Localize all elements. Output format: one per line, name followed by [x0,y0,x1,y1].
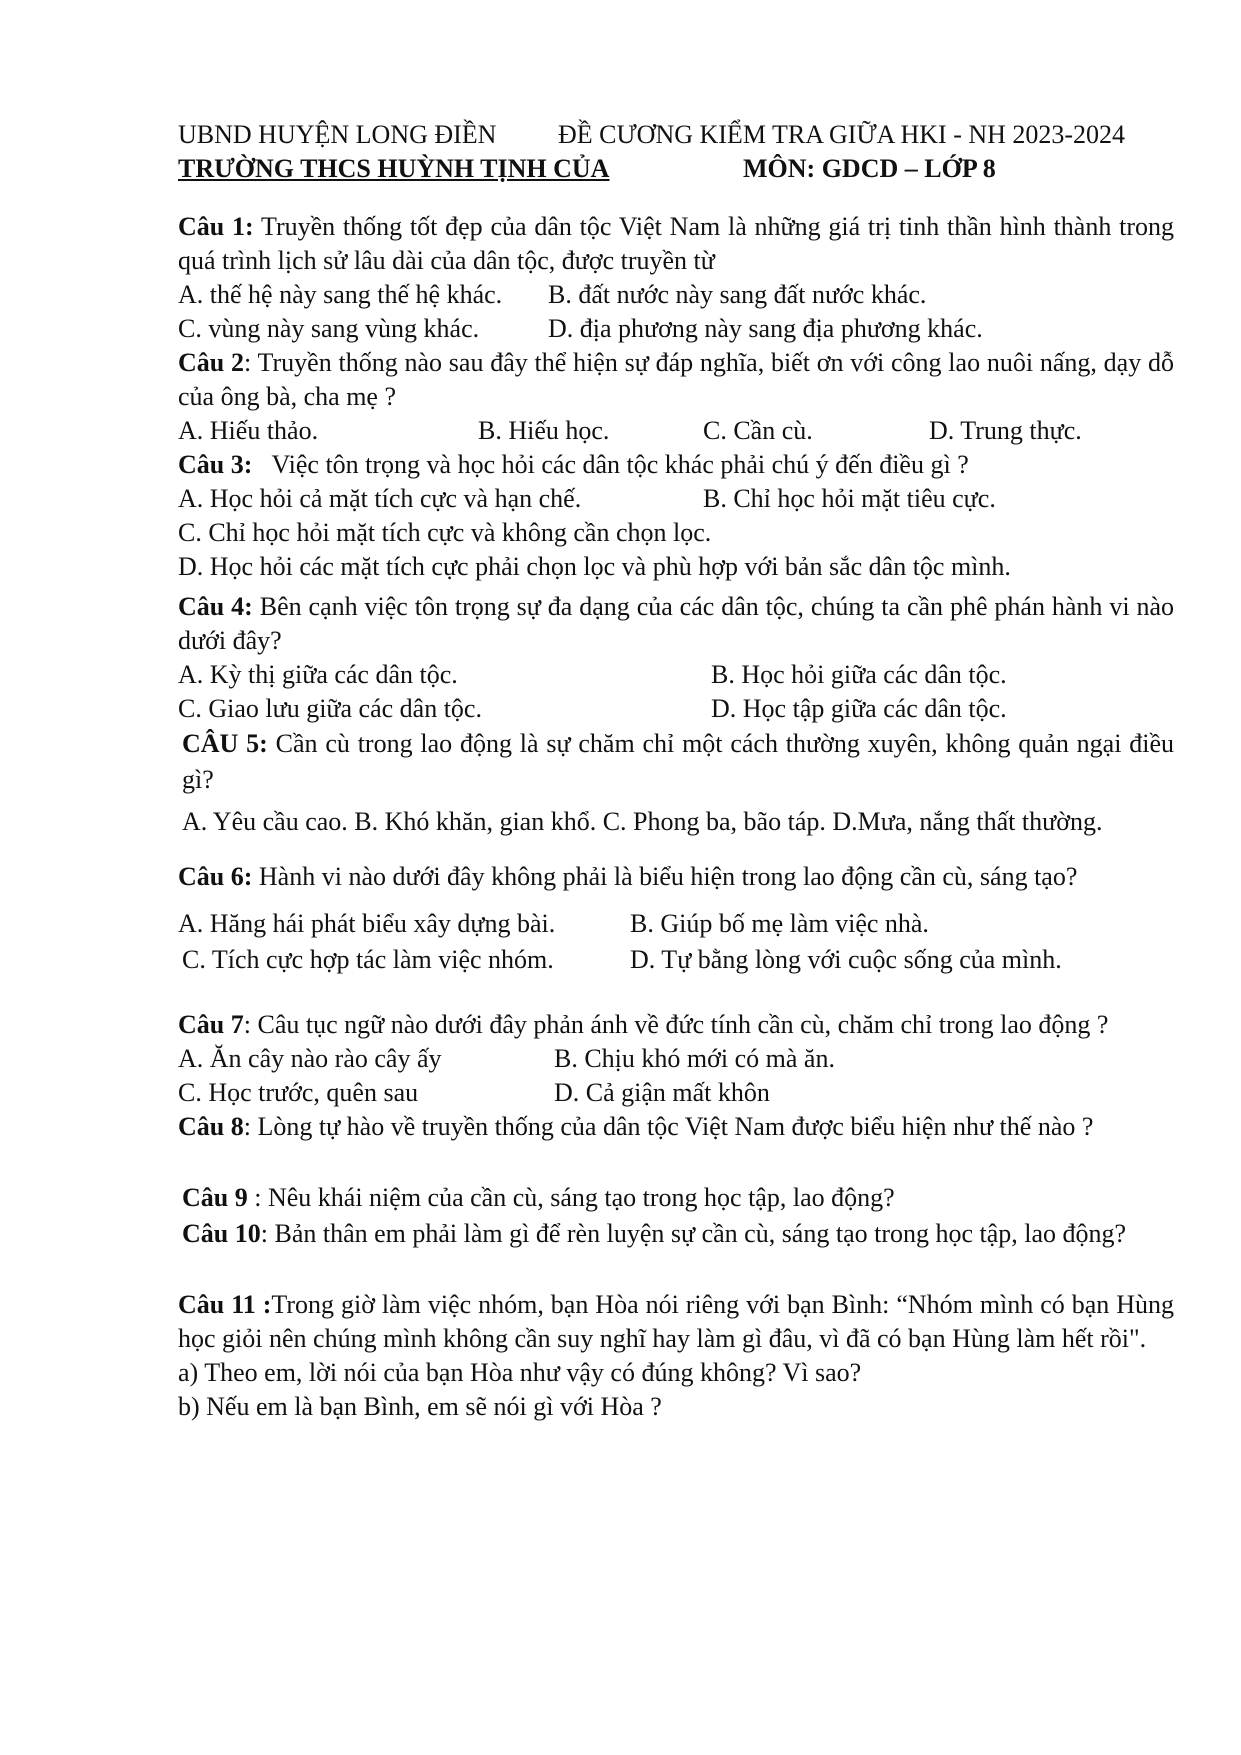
option-b: B. đất nước này sang đất nước khác. [548,280,927,309]
question-5 [178,726,1174,798]
question-label: Câu 8 [178,1112,244,1141]
subject-class: MÔN: GDCD – LỚP 8 [743,154,996,183]
option-d: D. địa phương này sang địa phương khác. [548,314,983,343]
district-name: UBND HUYỆN LONG ĐIỀN [178,120,497,149]
question-label: Câu 7 [178,1010,244,1039]
exam-title: ĐỀ CƯƠNG KIỂM TRA GIỮA HKI - NH 2023-2024 [558,120,1126,149]
question-label: Câu 3: [178,450,253,479]
question-label: Câu 9 [182,1183,248,1212]
question-text: : Truyền thống nào sau đây thể hiện sự đáp nghĩa, biết ơn với công lao nuôi nấng, dạy dỗ của ông bà, cha mẹ ? [178,348,1174,411]
options-row [178,692,1174,726]
option-d: D. Trung thực. [929,416,1082,445]
header-row-2 [178,152,1174,186]
question-4 [178,590,1174,658]
question-7 [178,1008,1174,1042]
school-name: TRƯỜNG THCS HUỲNH TỊNH CỦA [178,154,610,183]
option-a: A. Hăng hái phát biểu xây dựng bài. [178,909,556,938]
option-c: C. Giao lưu giữa các dân tộc. [178,694,482,723]
options-text: A. Yêu cầu cao. B. Khó khăn, gian khổ. C. Phong ba, bão táp. D.Mưa, nắng thất thường. [182,807,1103,836]
option-b: B. Hiếu học. [478,416,610,445]
options-row [178,414,1174,448]
option-a: A. thế hệ này sang thế hệ khác. [178,280,503,309]
option-c: C. Chỉ học hỏi mặt tích cực và không cần chọn lọc. [178,518,712,547]
question-text: Cần cù trong lao động là sự chăm chỉ một cách thường xuyên, không quản ngại điều gì? [182,729,1175,794]
question-text: Việc tôn trọng và học hỏi các dân tộc khác phải chú ý đến điều gì ? [271,450,969,479]
question-label: Câu 11 : [178,1290,272,1319]
question-label: Câu 2 [178,348,245,377]
question-text: : Nêu khái niệm của cần cù, sáng tạo trong học tập, lao động? [247,1183,895,1212]
question-2 [178,346,1174,414]
question-text: : Bản thân em phải làm gì để rèn luyện sự cần cù, sáng tạo trong học tập, lao động? [260,1219,1127,1248]
option-a: A. Kỳ thị giữa các dân tộc. [178,660,458,689]
question-9 [178,1180,1174,1216]
option-d: D. Tự bằng lòng với cuộc sống của mình. [630,945,1062,974]
question-text: Trong giờ làm việc nhóm, bạn Hòa nói riêng với bạn Bình: “Nhóm mình có bạn Hùng học giỏi nên chúng mình không cần suy nghĩ hay làm gì đâu, vì đã có bạn Hùng làm hết rồi". [178,1290,1174,1353]
question-8 [178,1110,1174,1144]
question-text: Hành vi nào dưới đây không phải là biểu hiện trong lao động cần cù, sáng tạo? [258,862,1078,891]
option-d: D. Cả giận mất khôn [554,1078,770,1107]
option-b: B. Học hỏi giữa các dân tộc. [711,660,1007,689]
sub-question-a: a) Theo em, lời nói của bạn Hòa như vậy có đúng không? Vì sao? [178,1358,862,1387]
option-c: C. Tích cực hợp tác làm việc nhóm. [182,945,554,974]
options-row [178,942,1174,978]
question-6 [178,854,1174,900]
option-a: A. Học hỏi cả mặt tích cực và hạn chế. [178,484,582,513]
question-text: : Câu tục ngữ nào dưới đây phản ánh về đức tính cần cù, chăm chỉ trong lao động ? [243,1010,1109,1039]
document-page [178,118,1174,1424]
options-row [178,658,1174,692]
question-label: Câu 10 [182,1219,261,1248]
question-10 [178,1216,1174,1252]
options-row [178,1042,1174,1076]
question-3 [178,448,1174,482]
options-row [178,278,1174,312]
option-b: B. Chỉ học hỏi mặt tiêu cực. [703,484,996,513]
option-a: A. Ăn cây nào rào cây ấy [178,1044,442,1073]
question-text: : Lòng tự hào về truyền thống của dân tộc Việt Nam được biểu hiện như thế nào ? [243,1112,1094,1141]
option-b: B. Chịu khó mới có mà ăn. [554,1044,835,1073]
header-row-1 [178,118,1174,152]
option-d: D. Học tập giữa các dân tộc. [711,694,1007,723]
question-text: Bên cạnh việc tôn trọng sự đa dạng của các dân tộc, chúng ta cần phê phán hành vi nào dưới đây? [178,592,1174,655]
option-a: A. Hiếu thảo. [178,416,319,445]
question-label: CÂU 5: [182,729,268,758]
sub-question-b: b) Nếu em là bạn Bình, em sẽ nói gì với Hòa ? [178,1392,662,1421]
options-row [178,482,1174,516]
question-label: Câu 6: [178,862,253,891]
option-c: C. Học trước, quên sau [178,1078,419,1107]
question-label: Câu 1: [178,212,254,241]
question-11 [178,1288,1174,1356]
question-label: Câu 4: [178,592,253,621]
option-d: D. Học hỏi các mặt tích cực phải chọn lọc và phù hợp với bản sắc dân tộc mình. [178,552,1011,581]
question-1 [178,210,1174,278]
option-c: C. vùng này sang vùng khác. [178,314,480,343]
options-row [178,1076,1174,1110]
question-text: Truyền thống tốt đẹp của dân tộc Việt Nam là những giá trị tinh thần hình thành trong quá trình lịch sử lâu dài của dân tộc, được truyền từ [178,212,1174,275]
option-b: B. Giúp bố mẹ làm việc nhà. [630,909,929,938]
option-c: C. Cần cù. [703,416,813,445]
options-row [178,906,1174,942]
options-row [178,312,1174,346]
